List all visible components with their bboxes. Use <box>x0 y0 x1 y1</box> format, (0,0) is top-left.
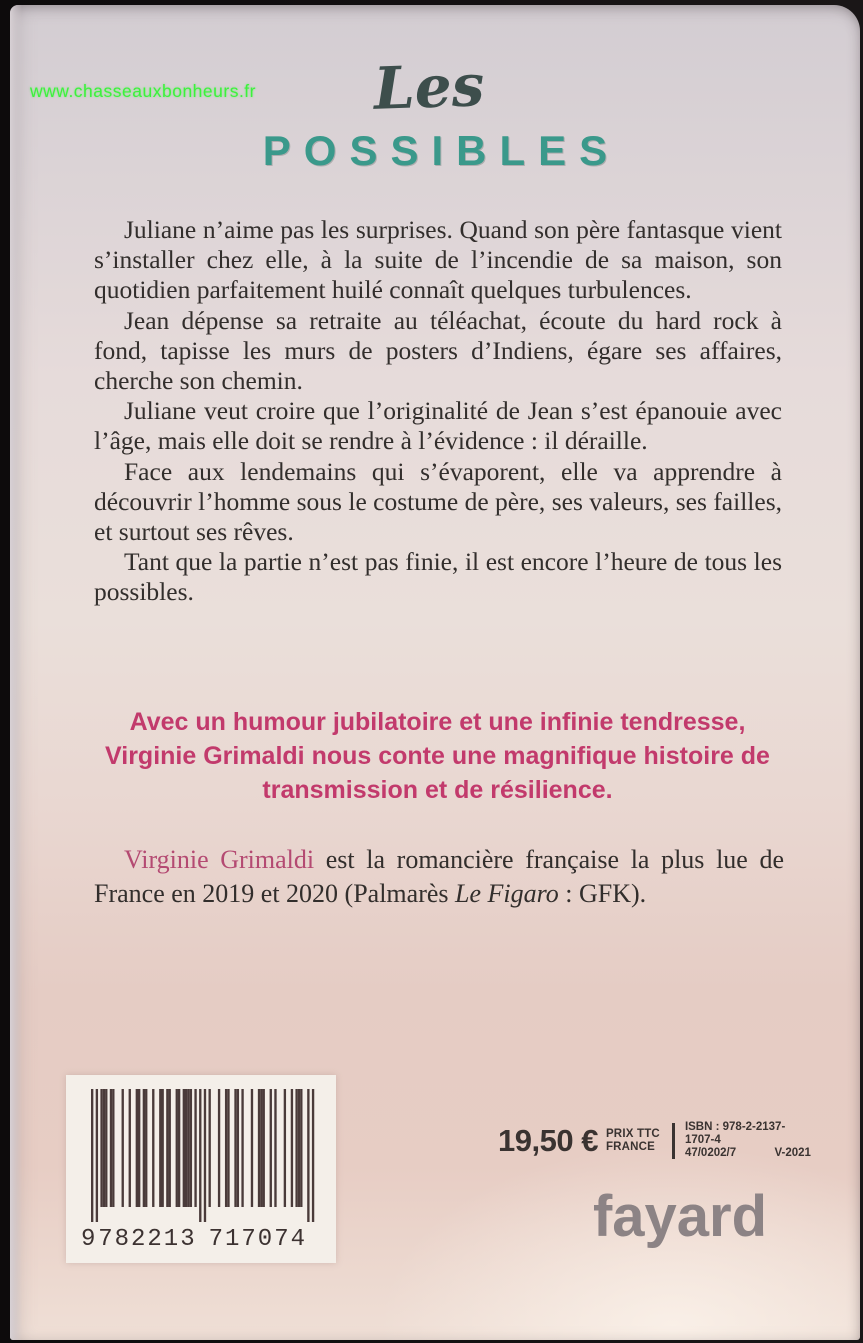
synopsis-paragraph: Juliane veut croire que l’originalité de Jean s’est épanouie avec l’âge, mais elle doit se rendre à l’évidence : il déraille. <box>94 396 782 456</box>
synopsis <box>94 215 782 608</box>
spine-highlight <box>10 5 22 1340</box>
title-main: POSSIBLES <box>262 127 621 174</box>
synopsis-paragraph: Tant que la partie n’est pas finie, il est encore l’heure de tous les possibles. <box>94 547 782 607</box>
author-note-text-end: : GFK). <box>558 879 647 908</box>
svg-text:717074: 717074 <box>208 1226 308 1249</box>
book-back-cover <box>10 5 860 1340</box>
barcode <box>81 1087 321 1254</box>
publisher-logo: fayard <box>592 1184 768 1249</box>
quote-line: transmission et de résilience. <box>262 776 613 804</box>
price-ttc-label: PRIX TTC <box>605 1128 660 1140</box>
author-note <box>94 843 784 911</box>
svg-text:782213: 782213 <box>98 1226 197 1249</box>
synopsis-paragraph: Juliane n’aime pas les surprises. Quand son père fantasque vient s’installer chez elle, à la suite de l’incendie de sa maison, son quotidien parfaitement huilé connaît quelques turbulences. <box>94 215 782 305</box>
figaro-italic: Le Figaro <box>455 879 559 908</box>
price-labels <box>606 1128 660 1153</box>
synopsis-paragraph: Face aux lendemains qui s’évaporent, elle va apprendre à découvrir l’homme sous le costume de père, ses valeurs, ses failles, et surtout ses rêves. <box>94 456 782 547</box>
quote-line: Virginie Grimaldi nous conte une magnifique histoire de <box>105 742 770 770</box>
isbn-text: ISBN : 978-2-2137-1707-4 <box>684 1121 786 1146</box>
isbn-line2 <box>685 1147 811 1160</box>
isbn-block <box>685 1121 811 1160</box>
svg-text:9: 9 <box>81 1226 96 1249</box>
ref-text: 47/0202/7 <box>684 1147 737 1159</box>
quote-line: Avec un humour jubilatoire et une infinie tendresse, <box>129 708 746 736</box>
price-divider <box>672 1123 675 1159</box>
publisher-quote <box>70 705 805 807</box>
price-amount: 19,50 € <box>498 1122 598 1158</box>
author-name: Virginie Grimaldi <box>124 845 315 874</box>
watermark-text: www.chasseauxbonheurs.fr <box>30 81 256 101</box>
title-script: Les <box>372 51 486 123</box>
price-country-label: FRANCE <box>605 1140 656 1153</box>
price-block <box>498 1121 811 1160</box>
author-note-text: est la romancière française la plus lue de France en 2019 et 2020 (Palmarès <box>94 845 785 908</box>
barcode-plate <box>66 1075 336 1263</box>
edition-text: V-2021 <box>774 1147 811 1159</box>
synopsis-paragraph: Jean dépense sa retraite au téléachat, écoute du hard rock à fond, tapisse les murs de posters d’Indiens, égare ses affaires, cherche son chemin. <box>94 305 782 396</box>
